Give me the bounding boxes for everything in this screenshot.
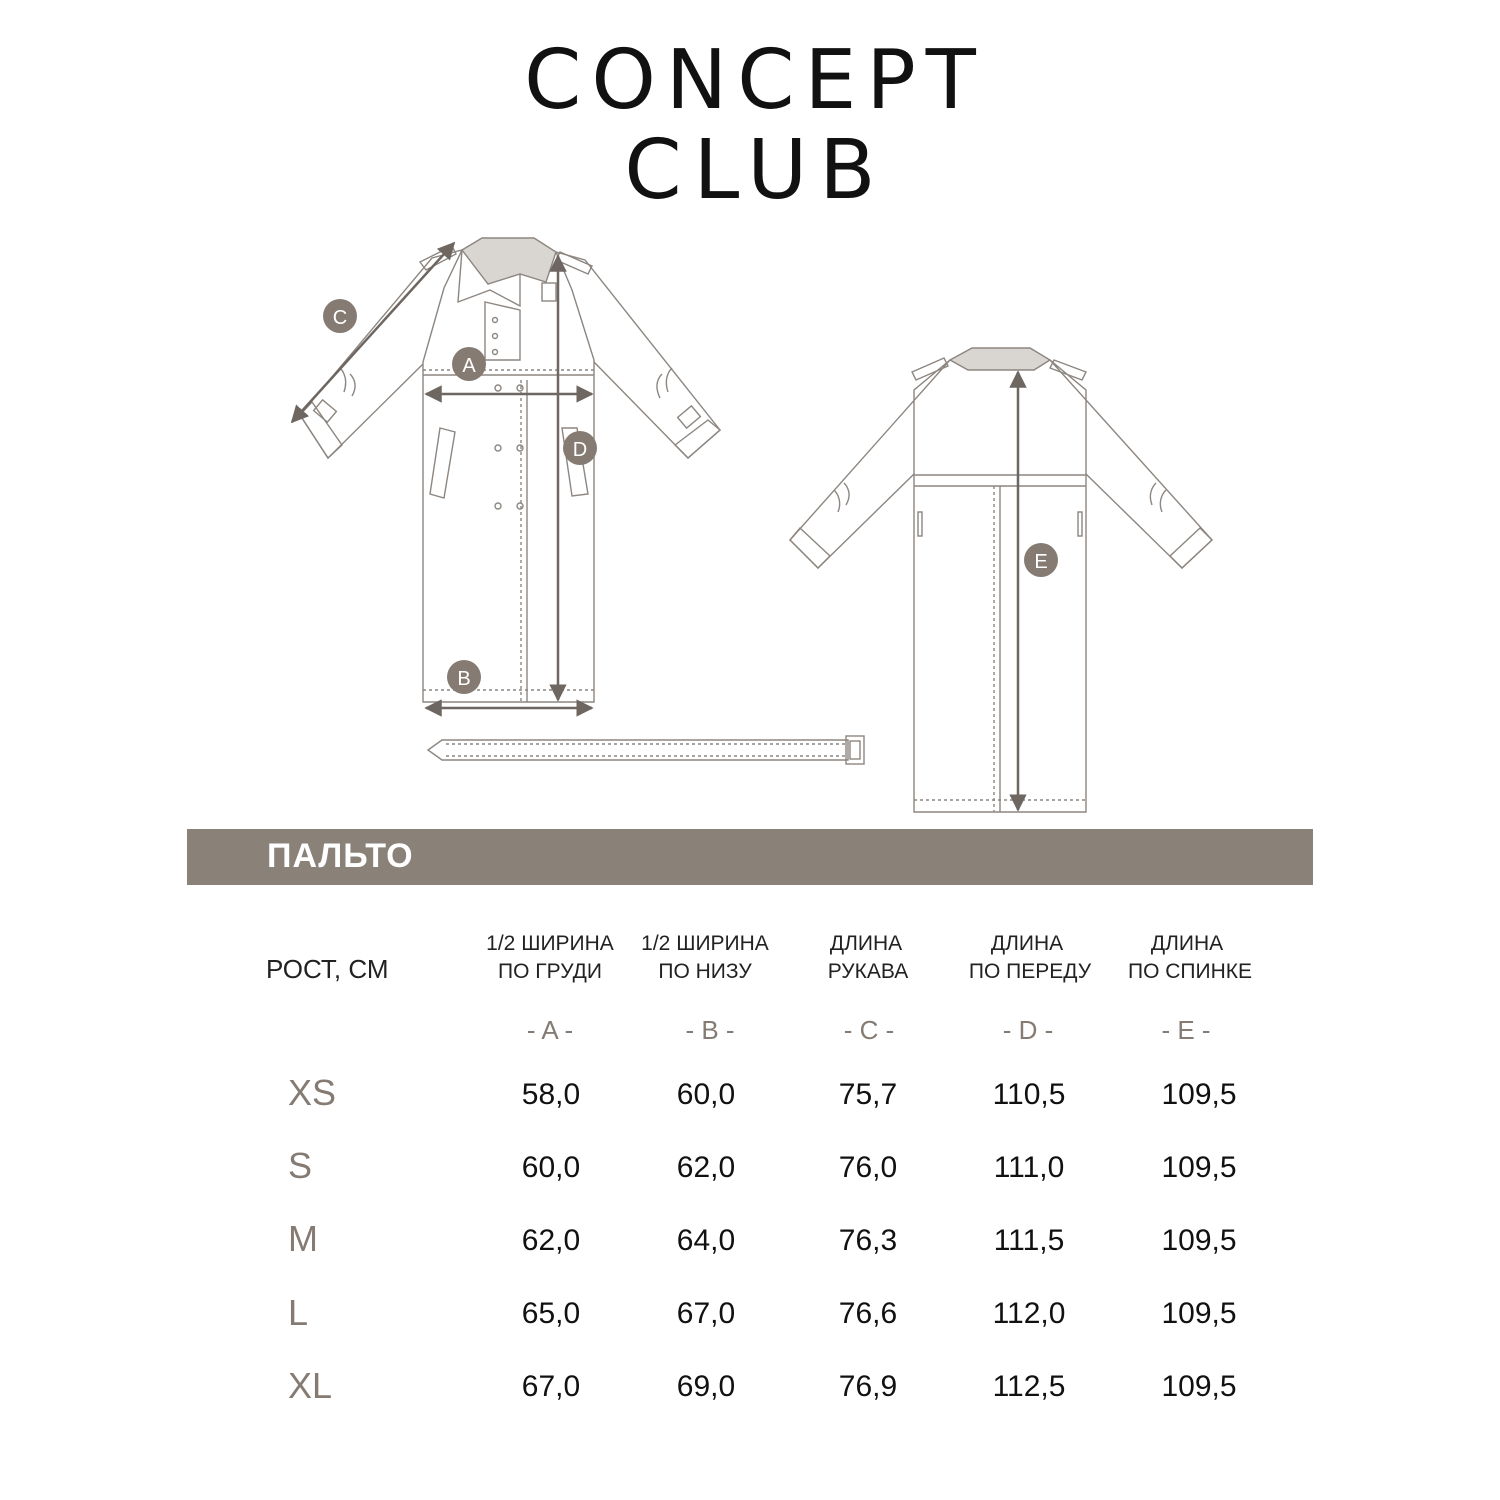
value-cell: 109,5 xyxy=(1161,1224,1237,1257)
value-cell: 60,0 xyxy=(676,1078,736,1111)
value-cell: 112,5 xyxy=(992,1370,1066,1403)
marker-e-label: E xyxy=(1034,551,1048,573)
value-cell: 62,0 xyxy=(521,1224,581,1257)
column-header-b-line1: 1/2 ШИРИНА xyxy=(641,932,769,955)
value-cell: 64,0 xyxy=(676,1224,736,1257)
height-label: РОСТ, СМ xyxy=(266,954,389,984)
value-cell: 58,0 xyxy=(521,1078,581,1111)
column-code-e: - E - xyxy=(1161,1015,1211,1045)
value-cell: 111,5 xyxy=(993,1224,1065,1257)
brand-line-2: CLUB xyxy=(624,123,888,218)
marker-b xyxy=(447,660,481,694)
value-cell: 110,5 xyxy=(992,1078,1066,1111)
value-cell: 67,0 xyxy=(521,1370,581,1403)
column-header-d-line2: ПО ПЕРЕДУ xyxy=(968,960,1092,983)
size-label: XL xyxy=(288,1365,333,1406)
value-cell: 111,0 xyxy=(993,1151,1065,1184)
value-cell: 109,5 xyxy=(1161,1370,1237,1403)
value-cell: 67,0 xyxy=(676,1297,736,1330)
marker-c-label: C xyxy=(332,307,348,329)
marker-c xyxy=(323,299,357,333)
column-code-b: - B - xyxy=(685,1015,735,1045)
value-cell: 76,9 xyxy=(838,1370,898,1403)
marker-b-label: B xyxy=(457,668,471,690)
marker-d-label: D xyxy=(572,439,588,461)
size-label: S xyxy=(288,1145,313,1186)
belt-drawing xyxy=(428,736,864,764)
column-header-e-line1: ДЛИНА xyxy=(1150,932,1224,955)
column-header-d-line1: ДЛИНА xyxy=(990,932,1064,955)
brand-line-1: CONCEPT xyxy=(524,33,986,128)
value-cell: 60,0 xyxy=(521,1151,581,1184)
column-header-e-line2: ПО СПИНКЕ xyxy=(1127,960,1253,983)
measurement-arrows xyxy=(292,243,1018,810)
value-cell: 109,5 xyxy=(1161,1151,1237,1184)
value-cell: 76,3 xyxy=(838,1224,898,1257)
column-header-a-line2: ПО ГРУДИ xyxy=(498,960,602,983)
column-code-d: - D - xyxy=(1002,1015,1054,1045)
value-cell: 65,0 xyxy=(521,1297,581,1330)
coat-front-view xyxy=(300,238,720,702)
column-header-b-line2: ПО НИЗУ xyxy=(658,960,752,983)
column-header-a-line1: 1/2 ШИРИНА xyxy=(486,932,614,955)
size-label: XS xyxy=(288,1072,337,1113)
value-cell: 109,5 xyxy=(1161,1078,1237,1111)
marker-a xyxy=(452,347,486,381)
value-cell: 112,0 xyxy=(992,1297,1066,1330)
marker-d xyxy=(563,431,597,465)
value-cell: 62,0 xyxy=(676,1151,736,1184)
value-cell: 109,5 xyxy=(1161,1297,1237,1330)
size-label: M xyxy=(288,1218,318,1259)
column-code-a: - A - xyxy=(526,1015,574,1045)
coat-back-view xyxy=(790,348,1212,812)
marker-e xyxy=(1024,543,1058,577)
size-label: L xyxy=(288,1292,309,1333)
value-cell: 76,6 xyxy=(838,1297,898,1330)
section-title: ПАЛЬТО xyxy=(267,837,414,875)
value-cell: 69,0 xyxy=(676,1370,736,1403)
value-cell: 76,0 xyxy=(838,1151,898,1184)
column-header-c-line1: ДЛИНА xyxy=(829,932,903,955)
marker-a-label: A xyxy=(462,355,476,377)
column-header-c-line2: РУКАВА xyxy=(827,960,909,983)
value-cell: 75,7 xyxy=(838,1078,898,1111)
section-banner xyxy=(187,829,1313,885)
column-code-c: - C - xyxy=(843,1015,895,1045)
